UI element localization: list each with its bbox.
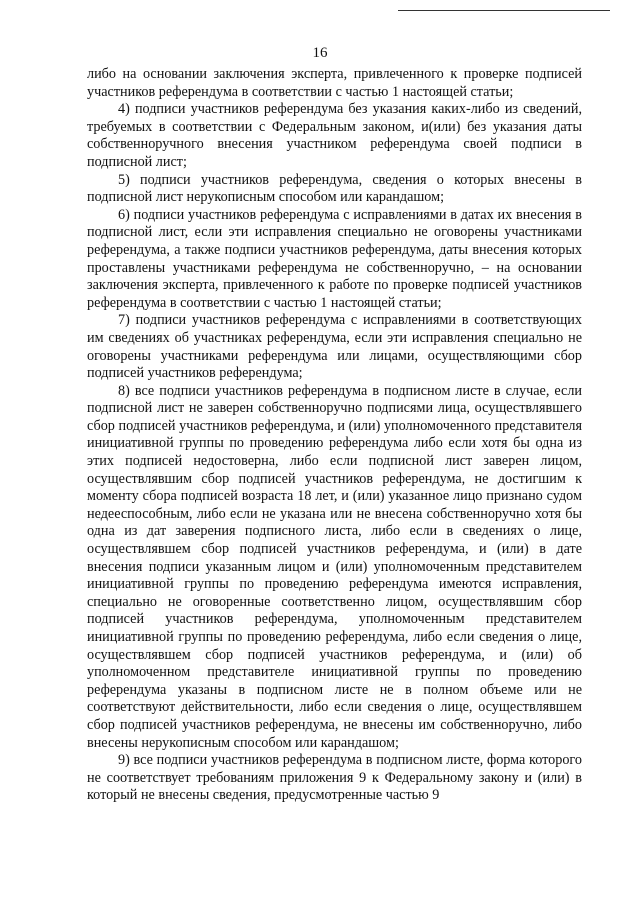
paragraph-item-8: 8) все подписи участников референдума в подписном листе в случае, если подписной лист не заверен собственноручно подписями лица, осуществлявшего сбор подписей участников референдума, и (или) уполномоченного представителя инициативной группы по проведению референдума либо если хотя бы одна из этих подписей недостоверна, либо если подписной лист заверен лицом, осуществлявшим сбор подписей участников референдума, не достигшим к моменту сбора подписей возраста 18 лет, и (или) указанное лицо признано судом недееспособным, либо если не указана или не внесена собственноручно хотя бы одна из дат заверения подписного листа, либо если в сведениях о лице, осуществлявшем сбор подписей участников референдума, и (или) в дате внесения подписи указанным лицом и (или) уполномоченным представителем инициативной группы по проведению референдума имеются исправления, специально не оговоренные соответственно лицом, осуществлявшим сбор подписей участников референдума, уполномоченным представителем инициативной группы по проведению референдума, либо если сведения о лице, осуществлявшем сбор подписей участников референдума, и (или) об уполномоченном представителе инициативной группы по проведению референдума указаны в подписном листе не в полном объеме или не соответствуют действительности, либо если сведения о лице, осуществлявшем сбор подписей участников референдума, не внесены им собственноручно, либо внесены нерукописным способом или карандашом;	[87, 382, 582, 751]
paragraph-item-7: 7) подписи участников референдума с исправлениями в соответствующих им сведениях об участниках референдума, если эти исправления специально не оговорены участниками референдума или лицами, осуществляющими сбор подписей участников референдума;	[87, 312, 582, 382]
document-body	[87, 66, 582, 805]
header-rule	[398, 10, 610, 11]
paragraph-item-4: 4) подписи участников референдума без указания каких-либо из сведений, требуемых в соответствии с Федеральным законом, и(или) без указания даты собственноручного внесения участником референдума своей подписи в подписной лист;	[87, 101, 582, 170]
paragraph-item-9: 9) все подписи участников референдума в подписном листе, форма которого не соответствует требованиям приложения 9 к Федеральному закону и (или) в который не внесены сведения, предусмотренные частью 9	[87, 752, 582, 804]
page-number: 16	[312, 45, 328, 61]
paragraph-continuation: либо на основании заключения эксперта, привлеченного к проверке подписей участников референдума в соответствии с частью 1 настоящей статьи;	[87, 66, 582, 100]
paragraph-item-6: 6) подписи участников референдума с исправлениями в датах их внесения в подписной лист, если эти исправления специально не оговорены участниками референдума, а также подписи участников референдума, даты внесения которых проставлены участниками референдума не собственноручно, – на основании заключения эксперта, привлеченного к работе по проверке подписей участников референдума в соответствии с частью 1 настоящей статьи;	[87, 206, 582, 311]
paragraph-item-5: 5) подписи участников референдума, сведения о которых внесены в подписной лист нерукописным способом или карандашом;	[87, 171, 582, 206]
